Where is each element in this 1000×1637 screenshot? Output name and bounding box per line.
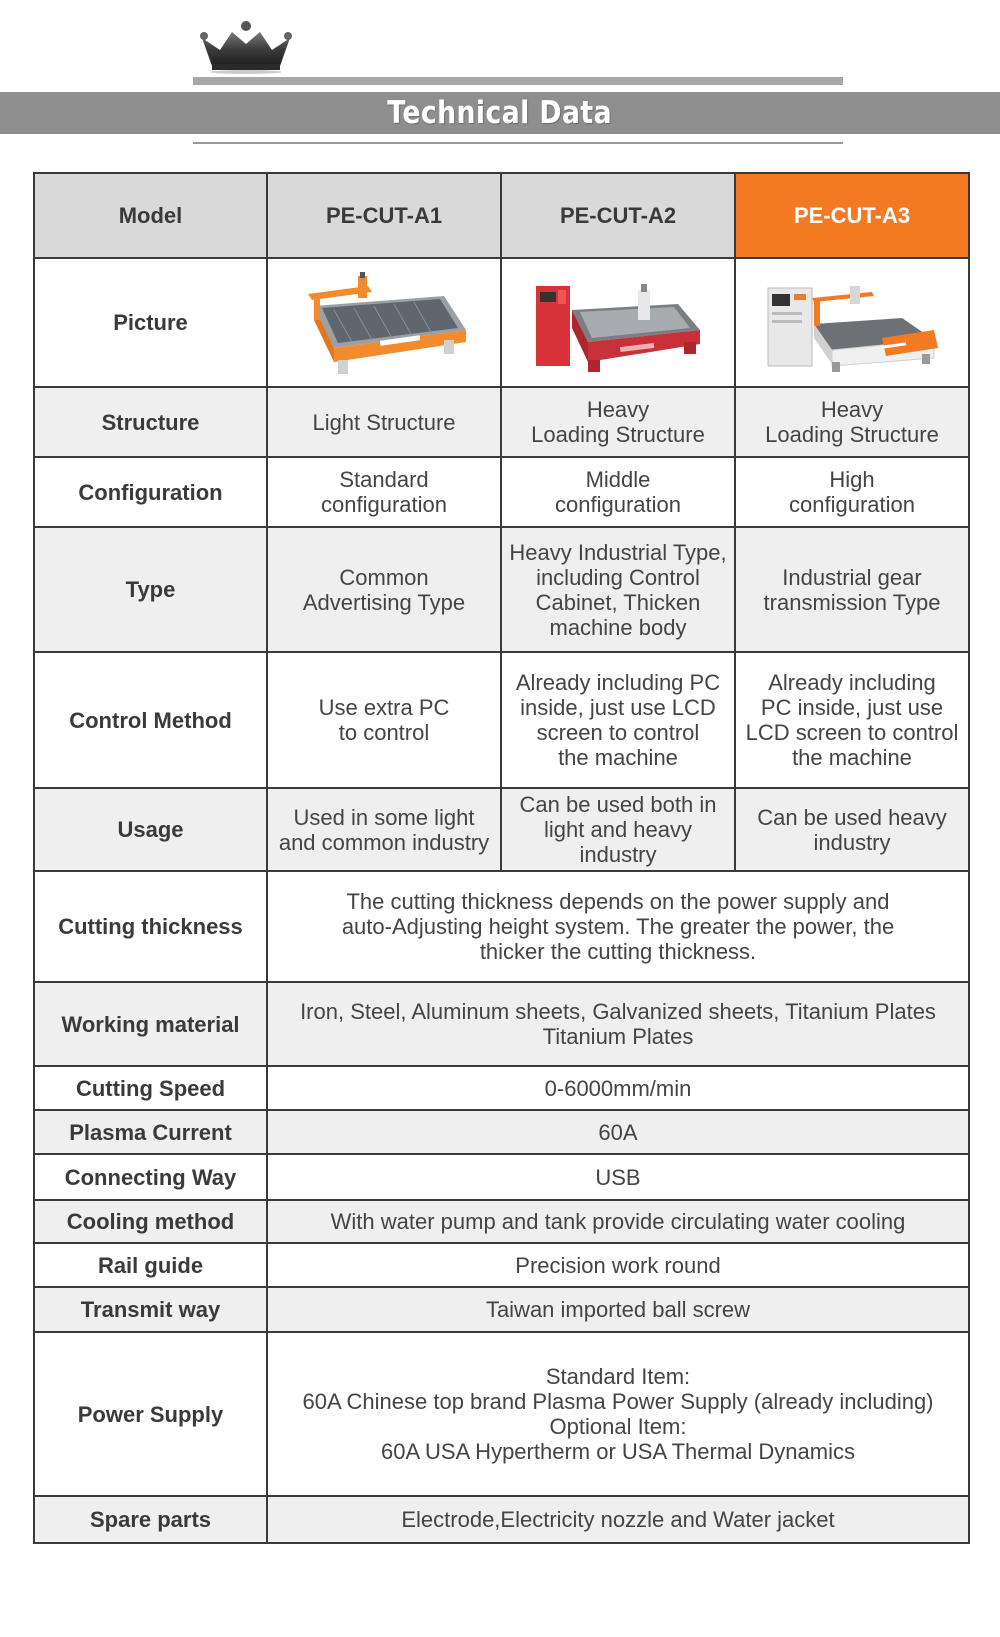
row-label-cutting-speed: Cutting Speed bbox=[34, 1066, 267, 1110]
row-label-plasma-current: Plasma Current bbox=[34, 1110, 267, 1154]
table-row bbox=[34, 871, 969, 982]
table-row bbox=[34, 1066, 969, 1110]
control-method-a3: Already including PC inside, just use LCD screen to control the machine bbox=[735, 652, 969, 788]
table-row bbox=[34, 982, 969, 1066]
rail-guide-value: Precision work round bbox=[267, 1243, 969, 1287]
type-a2: Heavy Industrial Type, including Control Cabinet, Thicken machine body bbox=[501, 527, 735, 652]
table-row bbox=[34, 1287, 969, 1332]
model-row bbox=[34, 173, 969, 258]
table-row bbox=[34, 387, 969, 457]
table-row bbox=[34, 1243, 969, 1287]
usage-a3: Can be used heavy industry bbox=[735, 788, 969, 871]
control-method-a1: Use extra PC to control bbox=[267, 652, 501, 788]
plasma-current-value: 60A bbox=[267, 1110, 969, 1154]
row-label-spare-parts: Spare parts bbox=[34, 1496, 267, 1543]
row-label-configuration: Configuration bbox=[34, 457, 267, 527]
machine-a1-image bbox=[294, 268, 474, 378]
power-supply-value: Standard Item: 60A Chinese top brand Plasma Power Supply (already including) Optional Item: 60A USA Hypertherm or USA Thermal Dynamics bbox=[267, 1332, 969, 1496]
header-top-rule bbox=[193, 77, 843, 85]
control-method-a2: Already including PC inside, just use LCD screen to control the machine bbox=[501, 652, 735, 788]
cooling-method-value: With water pump and tank provide circulating water cooling bbox=[267, 1200, 969, 1243]
table-row bbox=[34, 1496, 969, 1543]
model-a2: PE-CUT-A2 bbox=[501, 173, 735, 258]
table-row bbox=[34, 1200, 969, 1243]
table-row bbox=[34, 457, 969, 527]
connecting-way-value: USB bbox=[267, 1154, 969, 1200]
crown-icon bbox=[196, 20, 296, 74]
table-row bbox=[34, 527, 969, 652]
table-row bbox=[34, 1110, 969, 1154]
structure-a3: Heavy Loading Structure bbox=[735, 387, 969, 457]
table-row bbox=[34, 788, 969, 871]
structure-a2: Heavy Loading Structure bbox=[501, 387, 735, 457]
table-row bbox=[34, 1332, 969, 1496]
working-material-value: Iron, Steel, Aluminum sheets, Galvanized sheets, Titanium Plates Titanium Plates bbox=[267, 982, 969, 1066]
machine-a3-image bbox=[762, 268, 942, 378]
cutting-thickness-value: The cutting thickness depends on the power supply and auto-Adjusting height system. The greater the power, the thicker the cutting thickness. bbox=[267, 871, 969, 982]
row-label-connecting-way: Connecting Way bbox=[34, 1154, 267, 1200]
page-title: Technical Data bbox=[387, 95, 613, 131]
table-row bbox=[34, 1154, 969, 1200]
structure-a1: Light Structure bbox=[267, 387, 501, 457]
picture-row bbox=[34, 258, 969, 387]
usage-a2: Can be used both in light and heavy industry bbox=[501, 788, 735, 871]
row-label-cooling-method: Cooling method bbox=[34, 1200, 267, 1243]
row-label-rail-guide: Rail guide bbox=[34, 1243, 267, 1287]
picture-a1 bbox=[267, 258, 501, 387]
row-label-type: Type bbox=[34, 527, 267, 652]
row-label-working-material: Working material bbox=[34, 982, 267, 1066]
model-a1: PE-CUT-A1 bbox=[267, 173, 501, 258]
row-label-cutting-thickness: Cutting thickness bbox=[34, 871, 267, 982]
configuration-a1: Standard configuration bbox=[267, 457, 501, 527]
row-label-power-supply: Power Supply bbox=[34, 1332, 267, 1496]
picture-a3 bbox=[735, 258, 969, 387]
row-label-model: Model bbox=[34, 173, 267, 258]
model-a3: PE-CUT-A3 bbox=[735, 173, 969, 258]
technical-data-table bbox=[33, 172, 970, 1544]
configuration-a3: High configuration bbox=[735, 457, 969, 527]
type-a3: Industrial gear transmission Type bbox=[735, 527, 969, 652]
picture-a2 bbox=[501, 258, 735, 387]
row-label-transmit-way: Transmit way bbox=[34, 1287, 267, 1332]
row-label-control-method: Control Method bbox=[34, 652, 267, 788]
usage-a1: Used in some light and common industry bbox=[267, 788, 501, 871]
cutting-speed-value: 0-6000mm/min bbox=[267, 1066, 969, 1110]
spare-parts-value: Electrode,Electricity nozzle and Water jacket bbox=[267, 1496, 969, 1543]
table-row bbox=[34, 652, 969, 788]
machine-a2-image bbox=[528, 268, 708, 378]
row-label-picture: Picture bbox=[34, 258, 267, 387]
transmit-way-value: Taiwan imported ball screw bbox=[267, 1287, 969, 1332]
row-label-structure: Structure bbox=[34, 387, 267, 457]
header-bottom-rule bbox=[193, 142, 843, 144]
configuration-a2: Middle configuration bbox=[501, 457, 735, 527]
header-band bbox=[0, 92, 1000, 134]
row-label-usage: Usage bbox=[34, 788, 267, 871]
type-a1: Common Advertising Type bbox=[267, 527, 501, 652]
